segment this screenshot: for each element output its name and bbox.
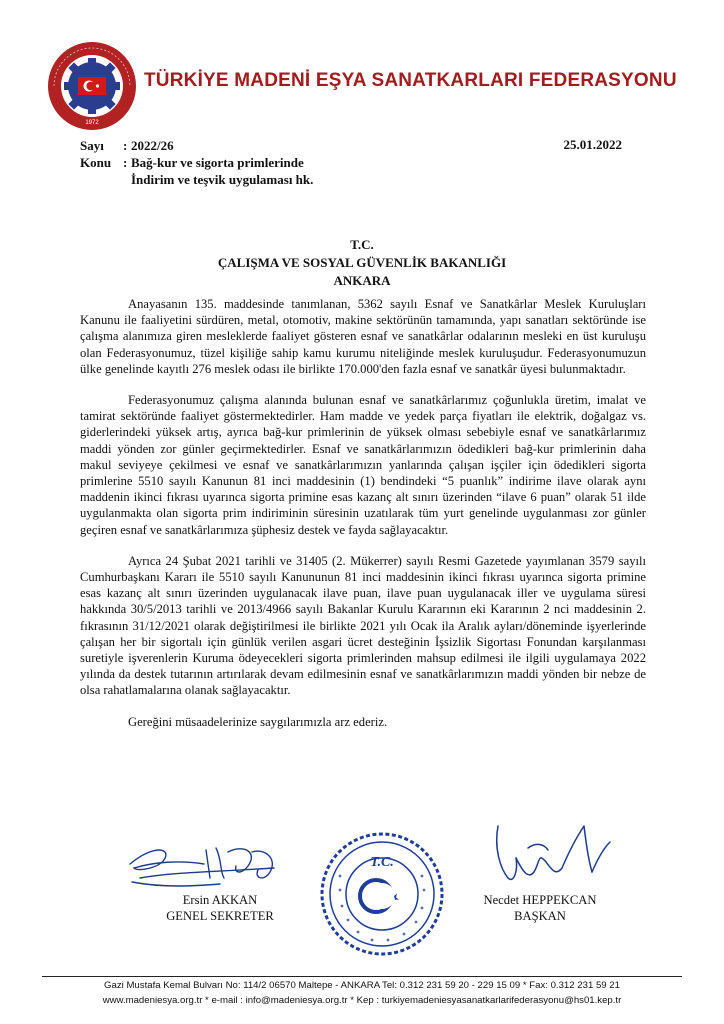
letter-date: 25.01.2022 bbox=[563, 137, 622, 152]
logo-year: 1972 bbox=[85, 120, 99, 126]
organization-name: TÜRKİYE MADENİ EŞYA SANATKARLARI FEDERASYONU bbox=[144, 70, 677, 91]
addressee-block bbox=[0, 236, 724, 290]
left-signer-block bbox=[120, 892, 320, 924]
sayi-value: 2022/26 bbox=[131, 138, 174, 153]
footer-divider bbox=[42, 976, 682, 977]
right-signer-title: BAŞKAN bbox=[514, 909, 566, 923]
federation-logo bbox=[46, 40, 138, 132]
right-signer-block bbox=[440, 892, 640, 924]
left-signer-title: GENEL SEKRETER bbox=[166, 909, 274, 923]
left-signature bbox=[124, 838, 284, 894]
sayi-label: Sayı bbox=[80, 138, 104, 153]
seal-text: T.C. bbox=[370, 855, 394, 870]
konu-colon: : bbox=[123, 155, 128, 170]
body-paragraph-3: Ayrıca 24 Şubat 2021 tarihli ve 31405 (2. Mükerrer) sayılı Resmi Gazetede yayımlanan 3579 sayılı Cumhurbaşkanı Kararı ile 5510 sayılı Kanununun 81 inci maddesinin ikinci fıkrası uyarınca sigorta primine esas kazanç alt sınırı üzerinden uygulanacak ilave puan, ilave puan uygulanacak iller ve uygulama süresi hakkında 30/5/2013 tarihli ve 2013/4966 sayılı Bakanlar Kurulu Kararının eki Kararının 2 nci maddesinin 2. fıkrasının 31/12/2021 olarak değiştirilmesi ile birlikte 2021 yılı Ocak ila Aralık ayları/döneminde işyerlerinde çalışan her bir sigortalı için günlük verilen asgari ücret desteğinin İşsizlik Sigortası Fonundan karşılanması suretiyle işverenlerin Kuruma ödeyecekleri sigorta primlerinden mahsup edilmesi ile ilgili uygulamaya 2022 yılında da destek tutarının artırılarak devam edilmesinin esnaf ve sanatkârlarımızın maddi yönden bir nebze de olsa rahatlamalarına olanak sağlayacaktır. bbox=[80, 553, 646, 698]
konu-line-1: Bağ-kur ve sigorta primlerinde bbox=[131, 155, 304, 170]
official-seal bbox=[318, 830, 446, 958]
addressee-line-2: ÇALIŞMA VE SOSYAL GÜVENLİK BAKANLIĞI bbox=[217, 255, 507, 270]
addressee-line-3: ANKARA bbox=[333, 273, 391, 288]
right-signer-name: Necdet HEPPEKCAN bbox=[483, 893, 597, 907]
right-signature bbox=[488, 818, 618, 892]
left-signer-name: Ersin AKKAN bbox=[182, 893, 258, 907]
konu-label: Konu bbox=[80, 155, 112, 170]
footer-address-line: Gazi Mustafa Kemal Bulvarı No: 114/2 06570 Maltepe - ANKARA Tel: 0.312 231 59 20 - 229 15 09 * Fax: 0.312 231 59 21 bbox=[104, 980, 620, 991]
body-paragraph-4: Gereğini müsaadelerinize saygılarımızla arz ederiz. bbox=[128, 714, 388, 729]
body-paragraph-2: Federasyonumuz çalışma alanında bulunan esnaf ve sanatkârlarımız çoğunlukla üretim, imalat ve tamirat sektöründe faaliyet göstermektedirler. Ham madde ve yedek parça fiyatları ile elektrik, doğalgaz vs. giderlerindeki yüksek artış, ayrıca bağ-kur primlerinin de yüksek olması sebebiyle esnaf ve sanatkârlarımız maddi yönden zor günler geçirmektedirler. Esnaf ve sanatkârlarımızın ödedikleri bağ-kur primlerinin daha makul seviyeye çekilmesi ve esnaf ve sanatkârlarımızın yanlarında çalışan işçiler için ödedikleri sigorta primlerine 5510 sayılı Kanunun 81 inci maddesinin (1) bendindeki “5 puanlık” indirime ilave olarak aynı maddenin ikinci fıkrası uyarınca sigorta primine esas kazanç alt sınırı üzerinden “ilave 6 puan” olarak 51 ilde uygulanmakta olan sigorta prim indiriminin süresinin uzatılarak tüm yurt genelinde uygulanması zor günler geçiren esnaf ve sanatkârlarımıza şüphesiz destek ve fayda sağlayacaktır. bbox=[80, 393, 646, 537]
letter-body bbox=[80, 296, 646, 745]
konu-line-2: İndirim ve teşvik uygulaması hk. bbox=[131, 172, 314, 187]
body-paragraph-1: Anayasanın 135. maddesinde tanımlanan, 5362 sayılı Esnaf ve Sanatkârlar Meslek Kuruluşları Kanunu ile faaliyetini sürdüren, metal, otomotiv, makine sektörünün tamamında, yapı sanatları sektöründe ise çalışma alanımıza giren mesleklerde faaliyet gösteren esnaf ve sanatkârlar odalarının mesleki en üst kuruluşu olan Federasyonumuz, tüzel kişiliğe sahip kamu kurumu niteliğinde meslek kuruluşudur. Federasyonumuzun ülke genelinde kayıtlı 276 meslek odası ile birlikte 170.000'den fazla esnaf ve sanatkâr üyesi bulunmaktadır. bbox=[80, 297, 646, 376]
footer-contact-line: www.madeniesya.org.tr * e-mail : info@madeniesya.org.tr * Kep : turkiyemadeniesyasanatkarlarifederasyonu@hs01.kep.tr bbox=[102, 995, 622, 1006]
addressee-line-1: T.C. bbox=[350, 237, 374, 252]
sayi-colon: : bbox=[123, 138, 128, 153]
